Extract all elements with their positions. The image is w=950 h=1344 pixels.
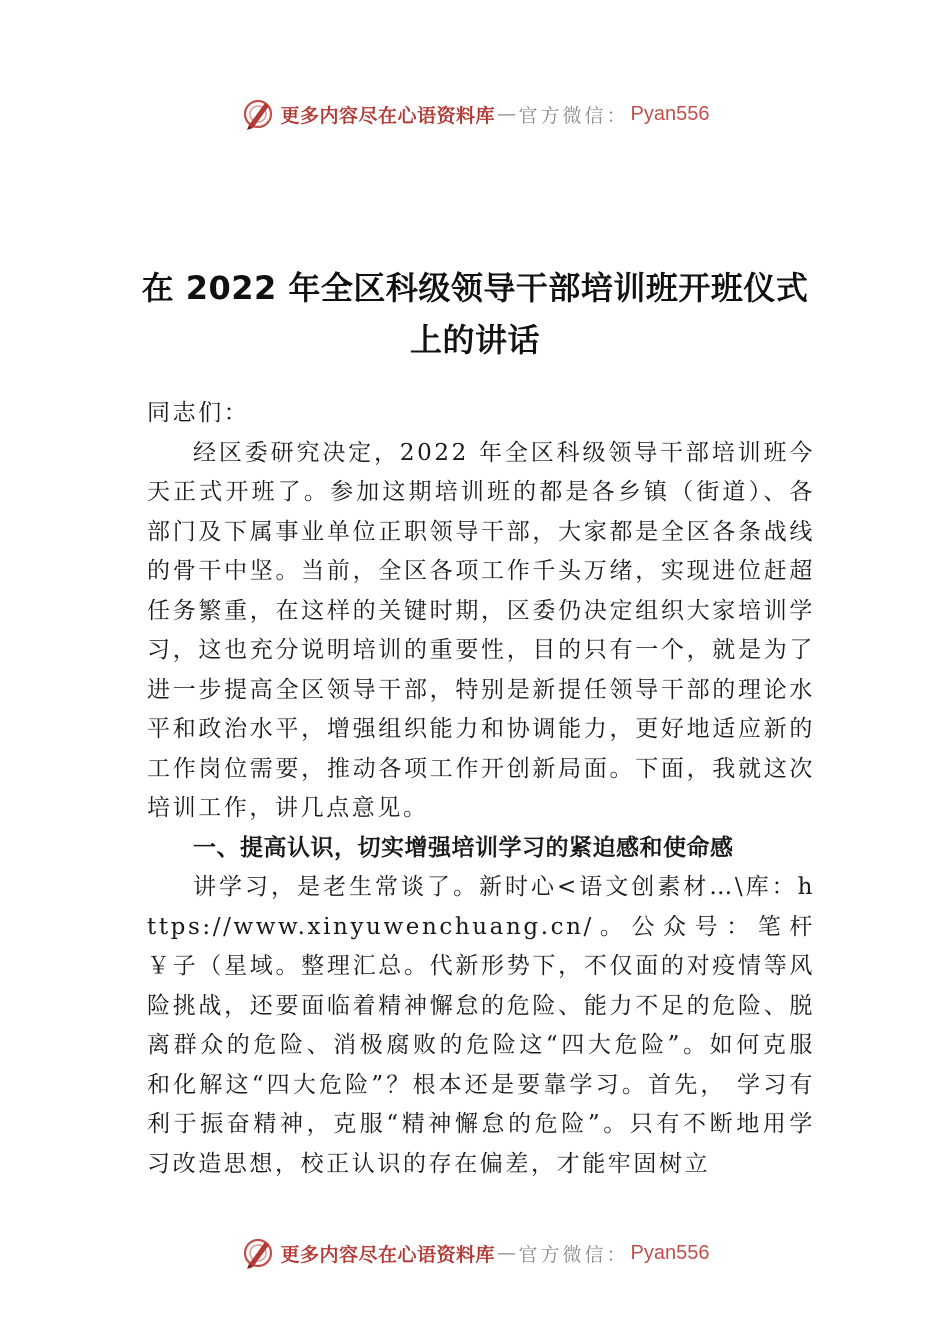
- watermark-brand: 更多内容尽在心语资料库: [280, 1243, 496, 1266]
- section-heading-1: 一、提高认识，切实增强培训学习的紧迫感和使命感: [193, 834, 734, 861]
- watermark-text: [281, 101, 710, 128]
- salutation: 同志们：: [147, 400, 250, 426]
- watermark-wechat-id: Pyan556: [630, 1241, 710, 1264]
- pen-logo-icon: [241, 1236, 275, 1270]
- watermark-label: 官方微信：: [518, 1243, 629, 1266]
- pen-logo-icon: [241, 97, 275, 131]
- watermark-footer: [0, 1233, 950, 1273]
- watermark-brand: 更多内容尽在心语资料库: [280, 104, 496, 127]
- watermark-header: [0, 94, 950, 134]
- watermark-text: [281, 1240, 710, 1267]
- paragraph-intro: 经区委研究决定，2022 年全区科级领导干部培训班今天正式开班了。参加这期培训班的都是各乡镇（街道）、各部门及下属事业单位正职领导干部，大家都是全区各条战线的骨干中坚。当前，全区各项工作千头万绪，实现进位赶超任务繁重，在这样的关键时期，区委仍决定组织大家培训学习，这也充分说明培训的重要性，目的只有一个，就是为了进一步提高全区领导干部，特别是新提任领导干部的理论水平和政治水平，增强组织能力和协调能力，更好地适应新的工作岗位需要，推动各项工作开创新局面。下面，我就这次培训工作，讲几点意见。: [147, 439, 815, 821]
- watermark-dash: —: [497, 1242, 517, 1264]
- document-title: 在 2022 年全区科级领导干部培训班开班仪式上的讲话: [141, 269, 809, 359]
- document-body: [147, 394, 815, 1184]
- watermark-dash: —: [497, 103, 517, 125]
- paragraph-learning: 讲学习，是老生常谈了。新时心<语文创素材…\库：https://www.xinyuwenchuang.cn/。公众号：笔杆￥子（星域。整理汇总。代新形势下，不仅面的对疫情等风险挑战，还要面临着精神懈怠的危险、能力不足的危险、脱离群众的危险、消极腐败的危险这“四大危险”。如何克服和化解这“四大危险”？根本还是要靠学习。首先， 学习有利于振奋精神，克服“精神懈怠的危险”。只有不断地用学习改造思想，校正认识的存在偏差，才能牢固树立: [147, 874, 815, 1177]
- watermark-wechat-id: Pyan556: [630, 102, 710, 125]
- watermark-label: 官方微信：: [518, 104, 629, 127]
